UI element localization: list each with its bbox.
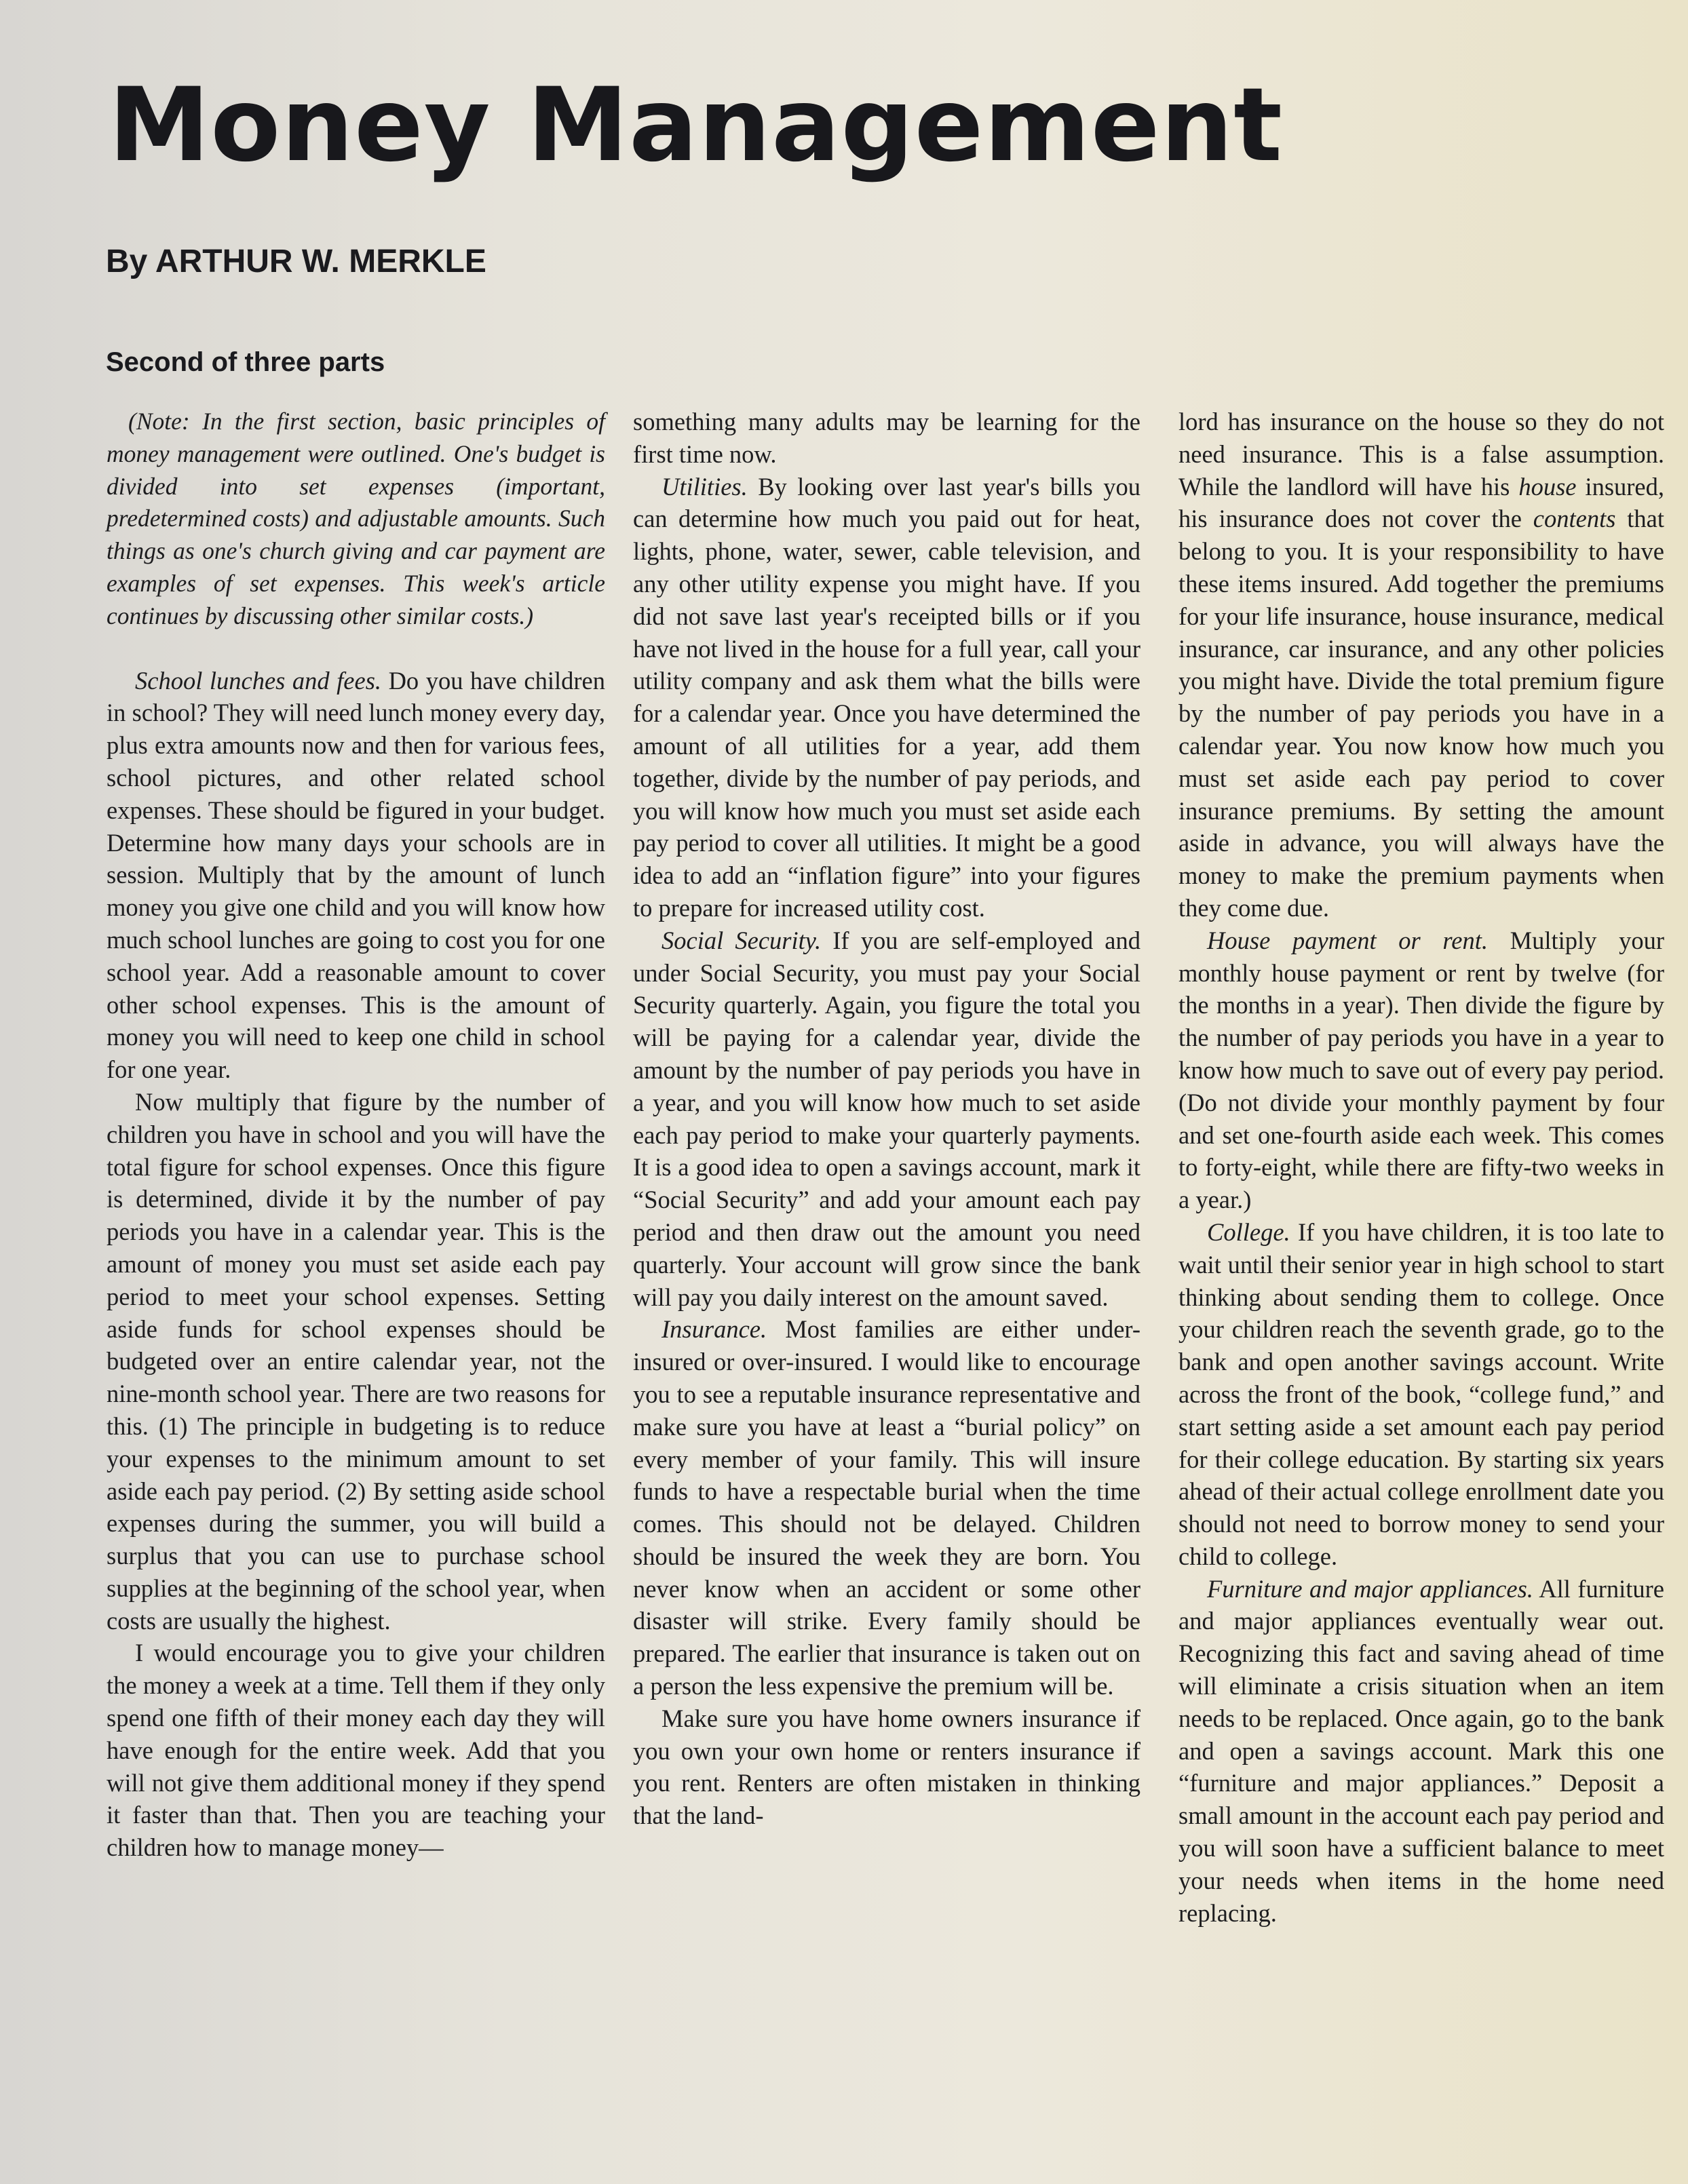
paragraph-continued [1178,406,1664,924]
body-social-security: If you are self-employed and under Social Security, you must pay your Social Security quarterly. Again, you figure the total you will be paying for a calendar year, divide the amount by the number of pay periods you have in a year, and you will know how much to set aside each pay period to make your quarterly payments. It is a good idea to open a savings account, mark it “Social Security” and add your amount each pay period and then draw out the amount you need quarterly. Your account will grow since the bank will pay you daily interest on the amount saved. [633,926,1140,1311]
body-insurance: Most families are either under-insured or over-insured. I would like to encourage you to see a reputable insurance representative and make sure you have at least a “burial policy” on every member of your family. This will insure funds to have a respectable burial when the time comes. This should not be delayed. Children should be insured the week they are born. You never know when an accident or some other disaster will strike. Every family should be prepared. The earlier that insurance is taken out on a person the less expensive the premium will be. [633,1315,1140,1700]
emphasis-contents: contents [1533,505,1616,533]
heading-social-security: Social Security. [661,926,822,954]
body-furniture: All furniture and major appliances eventually wear out. Recognizing this fact and saving ahead of time will eliminate a crisis situation when an item needs to be replaced. Once again, go to the bank and open a savings account. Mark this one “furniture and major appliances.” Deposit a small amount in the account each pay period and you will soon have a sufficient balance to meet your needs when items in the home need replacing. [1178,1574,1664,1927]
paragraph: Make sure you have home owners insurance if you own your own home or renters insurance if you rent. Renters are often mistaken in thinking that the land- [633,1704,1140,1830]
text-run: that belong to you. It is your responsibility to have these items insured. Add together the premiums for your life insurance, house insurance, medical insurance, car insurance, and any other policies you might have. Divide the total premium figure by the number of pay periods you have in a calendar year. You now know how much you must set aside each pay period to cover insurance premiums. By setting the amount aside in advance, you will always have the money to make the premium payments when they come due. [1178,505,1665,922]
paragraph-college [1178,1216,1664,1573]
body-house-payment: Multiply your monthly house payment or rent by twelve (for the months in a year). Then divide the figure by the number of pay periods you have in a year to know how much to save out of every pay period. (Do not divide your monthly payment by four and set one-fourth aside each week. This comes to forty-eight, while there are fifty-two weeks in a year.) [1178,926,1664,1214]
heading-house-payment: House payment or rent. [1207,926,1488,954]
paragraph: Now multiply that figure by the number of children you have in school and you will have the total figure for school expenses. Once this figure is determined, divide it by the number of pay periods you have in a calendar year. This is the amount of money you must set aside each pay period to meet your school expenses. Setting aside funds for school expenses should be budgeted over an entire calendar year, not the nine-month school year. There are two reasons for this. (1) The principle in budgeting is to reduce your expenses to the minimum amount to set aside each pay period. (2) By setting aside school expenses during the summer, you will build a surplus that you can use to purchase school supplies at the beginning of the school year, when costs are usually the highest. [107,1087,605,1635]
column-2 [633,406,1140,1832]
paragraph-social-security [633,924,1140,1314]
body-utilities: By looking over last year's bills you can determine how much you paid out for heat, lights, phone, water, sewer, cable television, and any other utility expense you might have. If you did not save last year's receipted bills or if you have not lived in the house for a full year, call your utility company and ask them what the bills were for a calendar year. Once you have determined the amount of all utilities for a year, add them together, divide by the number of pay periods, and you will know how much you must set aside each pay period to cover all utilities. It might be a good idea to add an “inflation figure” into your figures to prepare for increased utility cost. [633,472,1140,922]
heading-utilities: Utilities. [661,472,748,501]
heading-college: College. [1207,1217,1290,1246]
paragraph-house-payment [1178,924,1664,1216]
emphasis-house: house [1518,472,1577,501]
heading-furniture: Furniture and major appliances. [1207,1574,1533,1603]
paragraph-furniture [1178,1573,1664,1930]
text-run: lord has insurance on the house so they do not need insurance. This is a false assumption. While the landlord will have his [1178,408,1664,501]
part-label: Second of three parts [106,347,385,377]
body-school: Do you have children in school? They will need lunch money every day, plus extra amounts now and then for various fees, school pictures, and other related school expenses. These should be figured in your budget. Determine how many days your schools are in session. Multiply that by the amount of lunch money you give one child and you will know how much school lunches are going to cost you for one school year. Add a reasonable amount to cover other school expenses. This is the amount of money you will need to keep one child in school for one year. [107,666,605,1084]
paragraph-school [107,665,605,1086]
column-1 [107,406,605,1864]
heading-insurance: Insurance. [661,1315,767,1344]
paragraph-insurance [633,1313,1140,1702]
column-3 [1178,406,1664,1929]
byline: By ARTHUR W. MERKLE [106,243,486,279]
paragraph: I would encourage you to give your children the money a week at a time. Tell them if they only spend one fifth of their money each day they will have enough for the entire week. Add that you will not give them additional money if they spend it faster than that. Then you are teaching your children how to manage money— [107,1639,605,1862]
article-title: Money Management [109,66,1283,184]
paragraph-utilities [633,471,1140,924]
editor-note: (Note: In the first section, basic principles of money management were outlined. One's budget is divided into set expenses (important, predetermined costs) and adjustable amounts. Such things as one's church giving and car payment are examples of set expenses. This week's article continues by discussing other similar costs.) [107,408,605,629]
body-college: If you have children, it is too late to wait until their senior year in high school to start thinking about sending them to college. Once your children reach the seventh grade, go to the bank and open another savings account. Write across the front of the book, “college fund,” and start setting aside a set amount each pay period for their college education. By starting six years ahead of their actual college enrollment date you should not need to borrow money to send your child to college. [1178,1217,1664,1570]
paragraph-continued: something many adults may be learning for the first time now. [633,408,1140,468]
heading-school: School lunches and fees. [135,666,382,695]
text-run: insured, his insurance does not cover the [1178,472,1664,533]
